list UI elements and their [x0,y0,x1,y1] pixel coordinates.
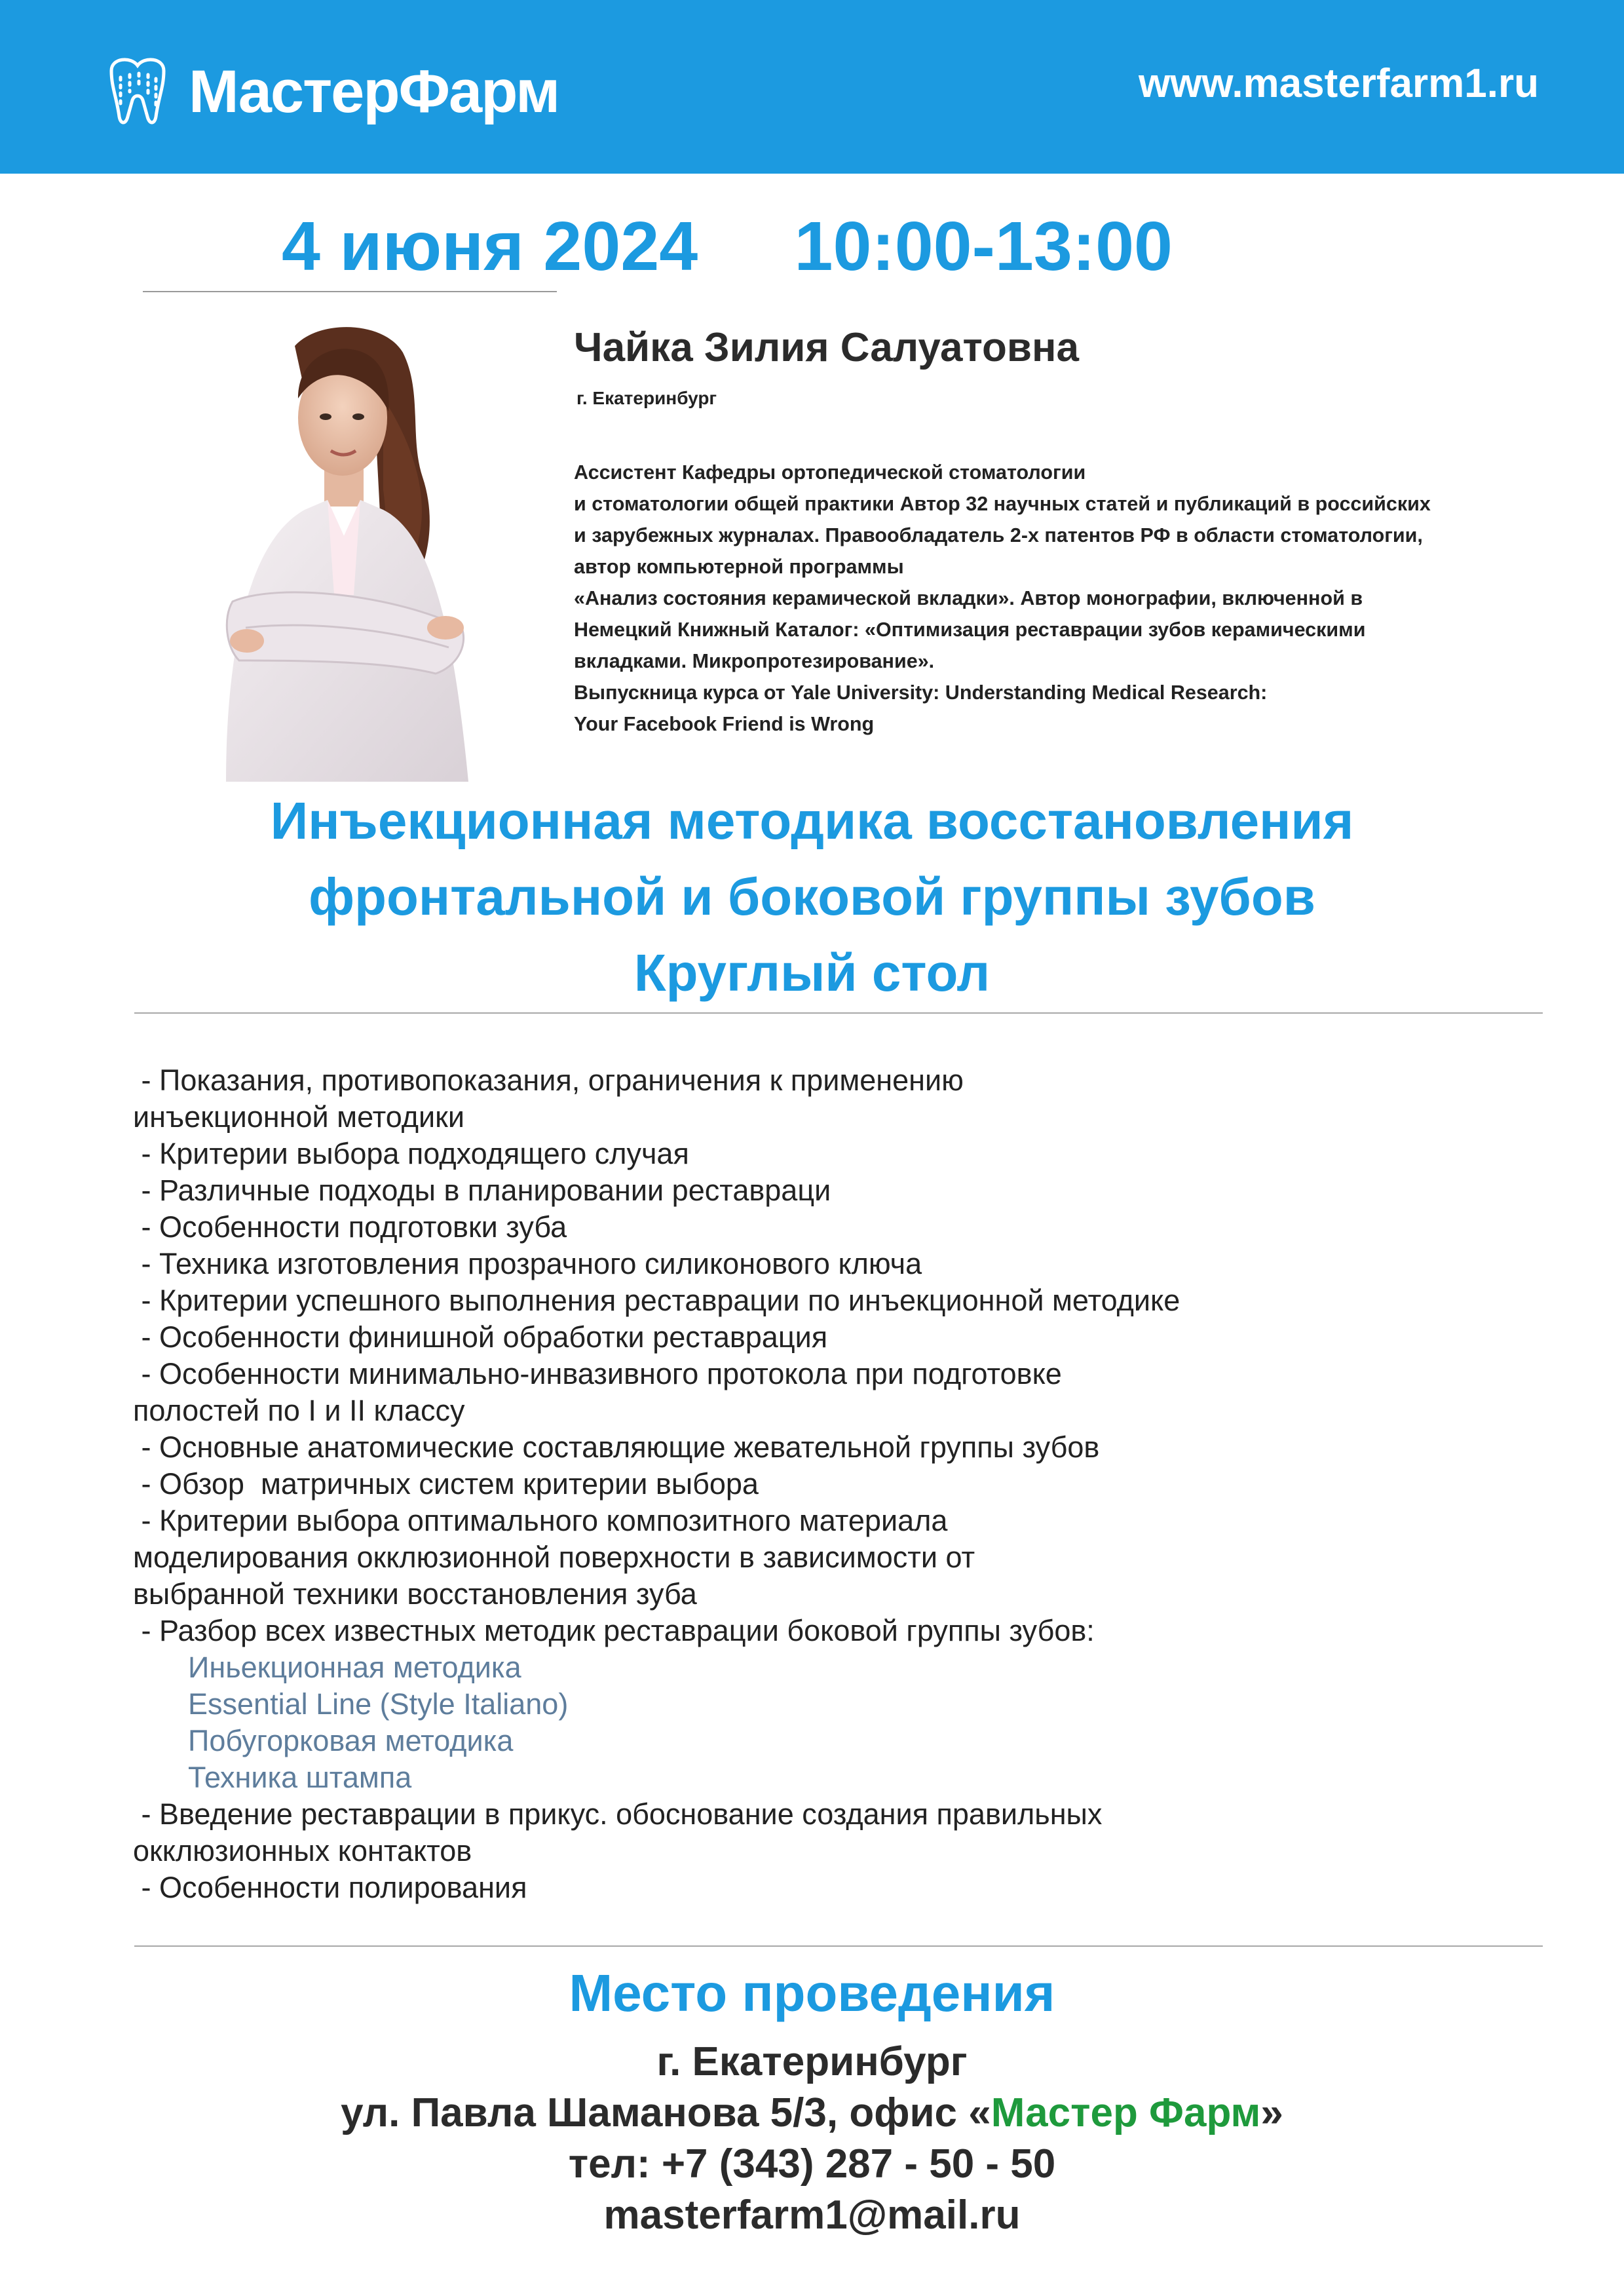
program-item: - Критерии успешного выполнения реставрации по инъекционной методике [133,1284,1180,1317]
venue-phone[interactable]: тел: +7 (343) 287 - 50 - 50 [568,2141,1056,2187]
program-item: - Разбор всех известных методик реставрации боковой группы зубов: [133,1614,1095,1647]
program-subitem: Побугорковая методика [188,1724,514,1757]
venue-title: Место проведения [569,1964,1055,2022]
divider [134,1945,1543,1947]
bio-line: Your Facebook Friend is Wrong [574,713,875,735]
program-item: - Особенности полирования [133,1871,527,1904]
bio-line: Ассистент Кафедры ортопедической стоматологии [574,461,1086,484]
bio-line: Немецкий Книжный Каталог: «Оптимизация реставрации зубов керамическими [574,619,1366,641]
program-item: окклюзионных контактов [133,1834,472,1867]
program-subitem: Техника штампа [188,1761,412,1794]
program-item: - Обзор матричных систем критерии выбора [133,1467,759,1501]
brand-logo-text: МастерФарм [189,58,559,125]
tooth-icon [98,51,177,130]
program-item: - Основные анатомические составляющие жевательной группы зубов [133,1430,1100,1464]
program-list [133,1062,1574,1906]
course-title-line: фронтальной и боковой группы зубов [309,868,1315,926]
program-item: - Различные подходы в планировании реставраци [133,1174,831,1207]
program-item: - Введение реставрации в прикус. обоснование создания правильных [133,1797,1103,1831]
program-item: - Особенности подготовки зуба [133,1210,567,1244]
venue-email[interactable]: masterfarm1@mail.ru [603,2192,1021,2238]
venue-details [0,2037,1624,2241]
event-date: 4 июня 2024 [282,208,698,285]
divider [134,1012,1543,1014]
speaker-bio [574,457,1537,740]
bio-line: «Анализ состояния керамической вкладки». Автор монографии, включенной в [574,587,1363,609]
event-time: 10:00-13:00 [794,208,1173,285]
venue-address [0,2088,1624,2139]
speaker-city: г. Екатеринбург [576,388,717,408]
program-item: инъекционной методики [133,1100,464,1134]
venue-city: г. Екатеринбург [656,2039,968,2084]
bio-line: и зарубежных журналах. Правообладатель 2-х патентов РФ в области стоматологии, [574,524,1423,546]
address-text-end: » [1260,2090,1283,2135]
program-item: моделирования окклюзионной поверхности в зависимости от [133,1540,975,1574]
speaker-photo [187,320,511,782]
address-text: ул. Павла Шаманова 5/3, офис « [341,2090,991,2135]
program-item: - Критерии выбора подходящего случая [133,1137,689,1170]
program-item: - Техника изготовления прозрачного силиконового ключа [133,1247,922,1280]
course-title [0,783,1624,1011]
bio-line: Выпускница курса от Yale University: Understanding Medical Research: [574,681,1268,704]
program-item: - Критерии выбора оптимального композитного материала [133,1504,948,1537]
address-brand: Мастер Фарм [991,2090,1261,2135]
speaker-name: Чайка Зилия Салуатовна [574,325,1079,370]
bio-line: автор компьютерной программы [574,556,904,578]
bio-line: вкладками. Микропротезирование». [574,650,935,672]
program-subitem: Иньекционная методика [188,1651,521,1684]
course-format: Круглый стол [633,944,991,1002]
divider [143,291,557,292]
program-item: - Особенности финишной обработки реставрация [133,1320,828,1354]
header-bar [0,0,1624,174]
program-item: - Особенности минимально-инвазивного протокола при подготовке [133,1357,1062,1390]
program-item: выбранной техники восстановления зуба [133,1577,697,1611]
program-subitem: Essential Line (Style Italiano) [188,1687,569,1721]
program-item: полостей по I и II классу [133,1394,465,1427]
course-title-line: Инъекционная методика восстановления [270,792,1354,850]
website-link[interactable]: www.masterfarm1.ru [1138,61,1539,106]
event-datetime [282,207,1173,286]
bio-line: и стоматологии общей практики Автор 32 научных статей и публикаций в российских [574,493,1431,515]
program-item: - Показания, противопоказания, ограничения к применению [133,1063,964,1097]
